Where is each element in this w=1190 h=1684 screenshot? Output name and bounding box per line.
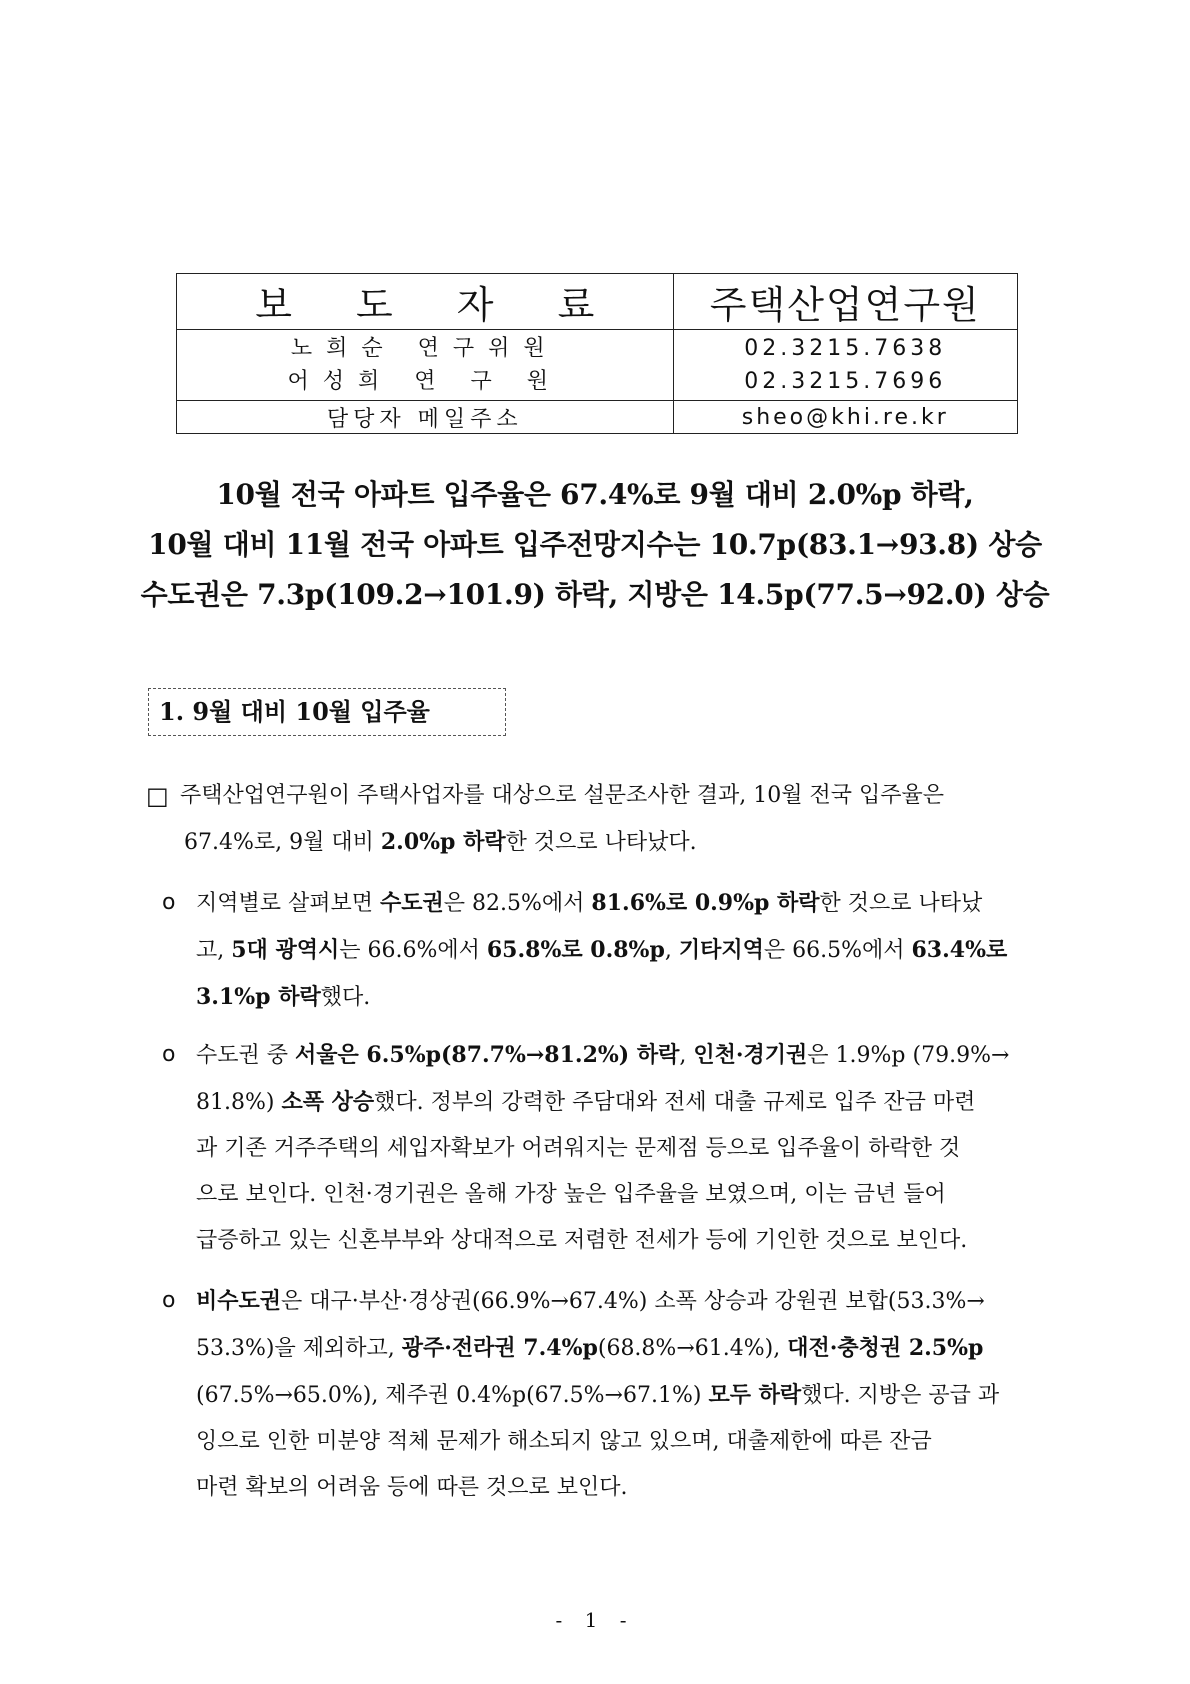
paragraph-line: 3.1%p 하락했다. xyxy=(196,984,371,1010)
paragraph-line: 과 기존 거주주택의 세입자확보가 어려워지는 문제점 등으로 입주율이 하락한 것 xyxy=(196,1136,961,1161)
contact-phone: 02.3215.7638 xyxy=(744,336,947,361)
paragraph-line: 주택산업연구원이 주택사업자를 대상으로 설문조사한 결과, 10월 전국 입주율은 xyxy=(180,783,945,808)
email-address: sheo@khi.re.kr xyxy=(673,401,1017,434)
paragraph-non-capital-area xyxy=(196,1278,1054,1511)
contact-name: 어성희 연 구 원 xyxy=(287,369,563,394)
paragraph-line: 67.4%로, 9월 대비 2.0%p 하락한 것으로 나타났다. xyxy=(184,829,697,855)
organization-name: 주택산업연구원 xyxy=(673,274,1017,330)
headline-line: 10월 대비 11월 전국 아파트 입주전망지수는 10.7p(83.1→93.8) 상승 xyxy=(148,528,1042,561)
press-release-title: 보 도 자 료 xyxy=(177,274,674,330)
circle-bullet-icon: o xyxy=(162,1288,176,1313)
headline-line: 10월 전국 아파트 입주율은 67.4%로 9월 대비 2.0%p 하락, xyxy=(216,478,974,511)
email-label: 담당자 메일주소 xyxy=(177,401,674,434)
paragraph-capital-area xyxy=(196,1032,1054,1264)
contact-phone: 02.3215.7696 xyxy=(744,369,947,394)
contact-names xyxy=(177,330,674,401)
paragraph-line: 53.3%)을 제외하고, 광주·전라권 7.4%p(68.8%→61.4%), 대전·충청권 2.5%p xyxy=(196,1335,984,1361)
paragraph-line: 급증하고 있는 신혼부부와 상대적으로 저렴한 전세가 등에 기인한 것으로 보인다. xyxy=(196,1228,968,1253)
paragraph-line: 비수도권은 대구·부산·경상권(66.9%→67.4%) 소폭 상승과 강원권 보합(53.3%→ xyxy=(196,1288,985,1314)
paragraph-summary xyxy=(180,773,1030,866)
paragraph-line: 81.8%) 소폭 상승했다. 정부의 강력한 주담대와 전세 대출 규제로 입주 잔금 마련 xyxy=(196,1089,976,1115)
headline-line: 수도권은 7.3p(109.2→101.9) 하락, 지방은 14.5p(77.5→92.0) 상승 xyxy=(140,578,1050,611)
paragraph-line: 으로 보인다. 인천·경기권은 올해 가장 높은 입주율을 보였으며, 이는 금년 들어 xyxy=(196,1182,946,1207)
paragraph-line: 지역별로 살펴보면 수도권은 82.5%에서 81.6%로 0.9%p 하락한 것으로 나타났 xyxy=(196,890,983,916)
paragraph-line: 잉으로 인한 미분양 적체 문제가 해소되지 않고 있으며, 대출제한에 따른 잔금 xyxy=(196,1429,932,1454)
paragraph-line: 마련 확보의 어려움 등에 따른 것으로 보인다. xyxy=(196,1475,628,1500)
circle-bullet-icon: o xyxy=(162,890,176,915)
contact-phones xyxy=(673,330,1017,401)
headline xyxy=(60,470,1130,620)
paragraph-line: (67.5%→65.0%), 제주권 0.4%p(67.5%→67.1%) 모두 하락했다. 지방은 공급 과 xyxy=(196,1382,1000,1408)
paragraph-line: 고, 5대 광역시는 66.6%에서 65.8%로 0.8%p, 기타지역은 66.5%에서 63.4%로 xyxy=(196,937,1008,963)
paragraph-regional xyxy=(196,880,1054,1021)
section-heading: 1. 9월 대비 10월 입주율 xyxy=(148,688,506,736)
circle-bullet-icon: o xyxy=(162,1042,176,1067)
square-bullet-icon: □ xyxy=(146,782,169,810)
paragraph-line: 수도권 중 서울은 6.5%p(87.7%→81.2%) 하락, 인천·경기권은 1.9%p (79.9%→ xyxy=(196,1042,1010,1068)
press-release-header-table xyxy=(176,273,1018,434)
page-number: - 1 - xyxy=(555,1608,635,1632)
contact-name: 노희순 연구위원 xyxy=(290,336,559,361)
